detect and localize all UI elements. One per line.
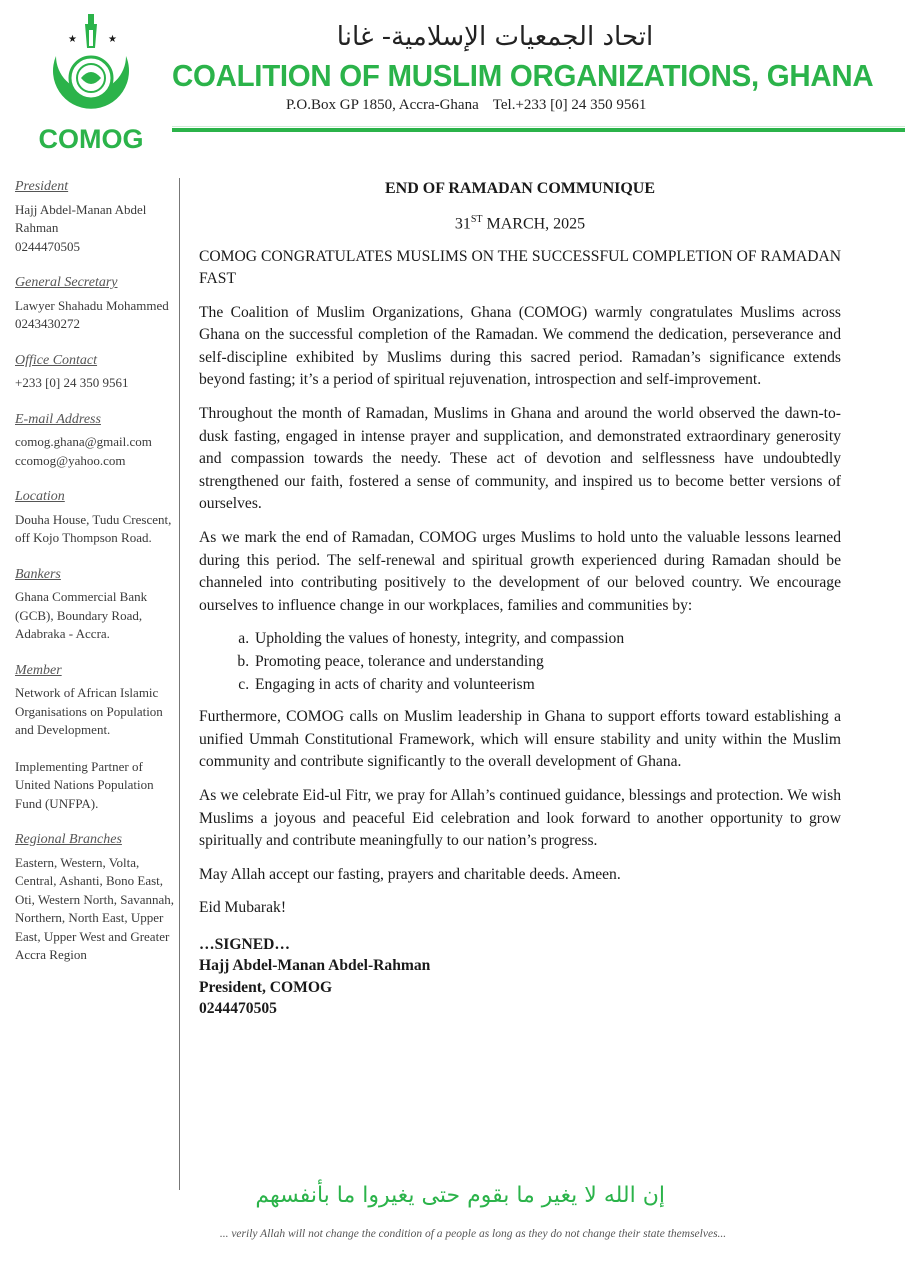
postal-address: P.O.Box GP 1850, Accra-Ghana — [286, 97, 479, 113]
telephone: Tel.+233 [0] 24 350 9561 — [492, 97, 647, 113]
sidebar-divider — [179, 178, 180, 1190]
sidebar-email: ccomog@yahoo.com — [15, 452, 126, 468]
list-item: b. Promoting peace, tolerance and understanding — [253, 651, 841, 674]
sidebar-heading: Location — [15, 489, 65, 504]
header-divider — [172, 128, 905, 132]
letter-body — [199, 178, 841, 1020]
paragraph: The Coalition of Muslim Organizations, Ghana (COMOG) warmly congratulates Muslims across Ghana on the successful completion of the Ramadan. We commend the dedication, perseverance and self-discipline exhibited by Muslims during this sacred period. Ramadan’s significance extends beyond fasting; it’s a period of spiritual rejuvenation, introspection and self-improvement. — [199, 303, 841, 389]
paragraph: As we celebrate Eid-ul Fitr, we pray for Allah’s continued guidance, blessings and protection. We wish Muslims a joyous and peaceful Eid celebration and look forward to another opportunity to grow spiritually and contribute meaningfully to our nation’s progress. — [199, 786, 841, 850]
sidebar-email: comog.ghana@gmail.com — [15, 434, 152, 449]
signatory-phone: 0244470505 — [199, 1000, 277, 1018]
signed-label: …SIGNED… — [199, 935, 290, 953]
sidebar-text: Lawyer Shahadu Mohammed — [15, 297, 169, 313]
sidebar-heading: President — [15, 179, 69, 194]
footer-translation: ... verily Allah will not change the condition of a people as long as they do not change their state themselves... — [219, 1228, 727, 1240]
sidebar-text: Network of African Islamic Organisations on Population and Development. — [15, 685, 163, 737]
arabic-org-title: اتحاد الجمعيات الإسلامية- غانا — [336, 22, 654, 52]
comog-logo — [28, 8, 158, 158]
sidebar-text: Hajj Abdel-Manan Abdel Rahman — [15, 201, 147, 235]
sidebar-text: Implementing Partner of United Nations Population Fund (UNFPA). — [15, 758, 154, 811]
list-item: a. Upholding the values of honesty, integrity, and compassion — [253, 628, 841, 651]
paragraph: Throughout the month of Ramadan, Muslims in Ghana and around the world observed the dawn-to-dusk fasting, engaged in intense prayer and supplication, and demonstrated extraordinary generosity and compassion towards the needy. These act of devotion and selflessness have undoubtedly strengthened our faith, fostered a sense of community, and inspired us to become better versions of ourselves. — [199, 405, 841, 513]
sidebar-text: +233 [0] 24 350 9561 — [15, 375, 129, 390]
sidebar-text: 0244470505 — [15, 238, 80, 254]
paragraph: Furthermore, COMOG calls on Muslim leadership in Ghana to support efforts toward establishing a unified Ummah Constitutional Framework, which will ensure stability and unity within the Muslim community and contribute significantly to the overall development of Ghana. — [199, 708, 841, 771]
action-list — [199, 628, 841, 696]
sidebar-text: 0243430272 — [15, 316, 80, 331]
list-item: c. Engaging in acts of charity and volunteerism — [253, 674, 841, 697]
signatory-position: President, COMOG — [199, 978, 333, 996]
document-title: END OF RAMADAN COMMUNIQUE — [384, 180, 656, 197]
date-suffix: ST — [470, 213, 483, 225]
org-name: COALITION OF MUSLIM ORGANIZATIONS, GHANA — [172, 58, 874, 93]
address-line — [286, 97, 646, 114]
svg-text:COMOG: COMOG — [38, 124, 144, 154]
header-divider-light — [172, 126, 905, 127]
crescent-emblem-icon — [28, 8, 158, 158]
sidebar-text: Ghana Commercial Bank (GCB), Boundary Road, Adabraka - Accra. — [15, 589, 148, 641]
sidebar-heading: General Secretary — [15, 275, 118, 290]
sidebar-section-president — [15, 178, 177, 256]
sidebar-section-member — [15, 662, 177, 740]
sidebar-heading: E-mail Address — [15, 411, 101, 427]
svg-text:★: ★ — [108, 34, 117, 45]
sidebar-section-general-secretary — [15, 274, 177, 334]
sidebar-heading: Regional Branches — [15, 832, 122, 847]
signatory-name: Hajj Abdel-Manan Abdel-Rahman — [199, 957, 431, 975]
date-month-year: MARCH, 2025 — [482, 214, 586, 232]
sidebar-heading: Bankers — [15, 566, 61, 582]
signature-block — [199, 934, 841, 1020]
sidebar — [15, 178, 177, 983]
sidebar-section-partner — [15, 758, 177, 814]
sidebar-text: Douha House, Tudu Crescent, off Kojo Thompson Road. — [15, 511, 172, 545]
paragraph: May Allah accept our fasting, prayers and charitable deeds. Ameen. — [199, 865, 621, 883]
sidebar-section-office-contact — [15, 352, 177, 393]
date-day: 31 — [454, 214, 471, 232]
document-date — [199, 209, 841, 236]
sidebar-section-location — [15, 488, 177, 548]
sidebar-heading: Member — [15, 662, 62, 678]
letter-heading: COMOG CONGRATULATES MUSLIMS ON THE SUCCESSFUL COMPLETION OF RAMADAN FAST — [199, 247, 842, 288]
sidebar-section-bankers — [15, 566, 177, 644]
footer-quran-verse: إن الله لا يغير ما بقوم حتى يغيروا ما بأنفسهم — [255, 1183, 665, 1208]
paragraph: As we mark the end of Ramadan, COMOG urges Muslims to hold unto the valuable lessons learned during this period. The self-renewal and spiritual growth experienced during Ramadan should be channeled into contributing positively to the development of our beloved country. We encourage ourselves to influence change in our workplaces, families and communities by: — [199, 529, 841, 614]
sidebar-section-regional-branches — [15, 831, 177, 965]
paragraph: Eid Mubarak! — [199, 899, 287, 917]
sidebar-heading: Office Contact — [15, 352, 98, 368]
svg-text:★: ★ — [68, 34, 77, 45]
sidebar-text: Eastern, Western, Volta, Central, Ashanti, Bono East, Oti, Western North, Savannah, Northern, North East, Upper East, Upper West and Greater Accra Region — [15, 854, 175, 962]
sidebar-section-email — [15, 411, 177, 471]
